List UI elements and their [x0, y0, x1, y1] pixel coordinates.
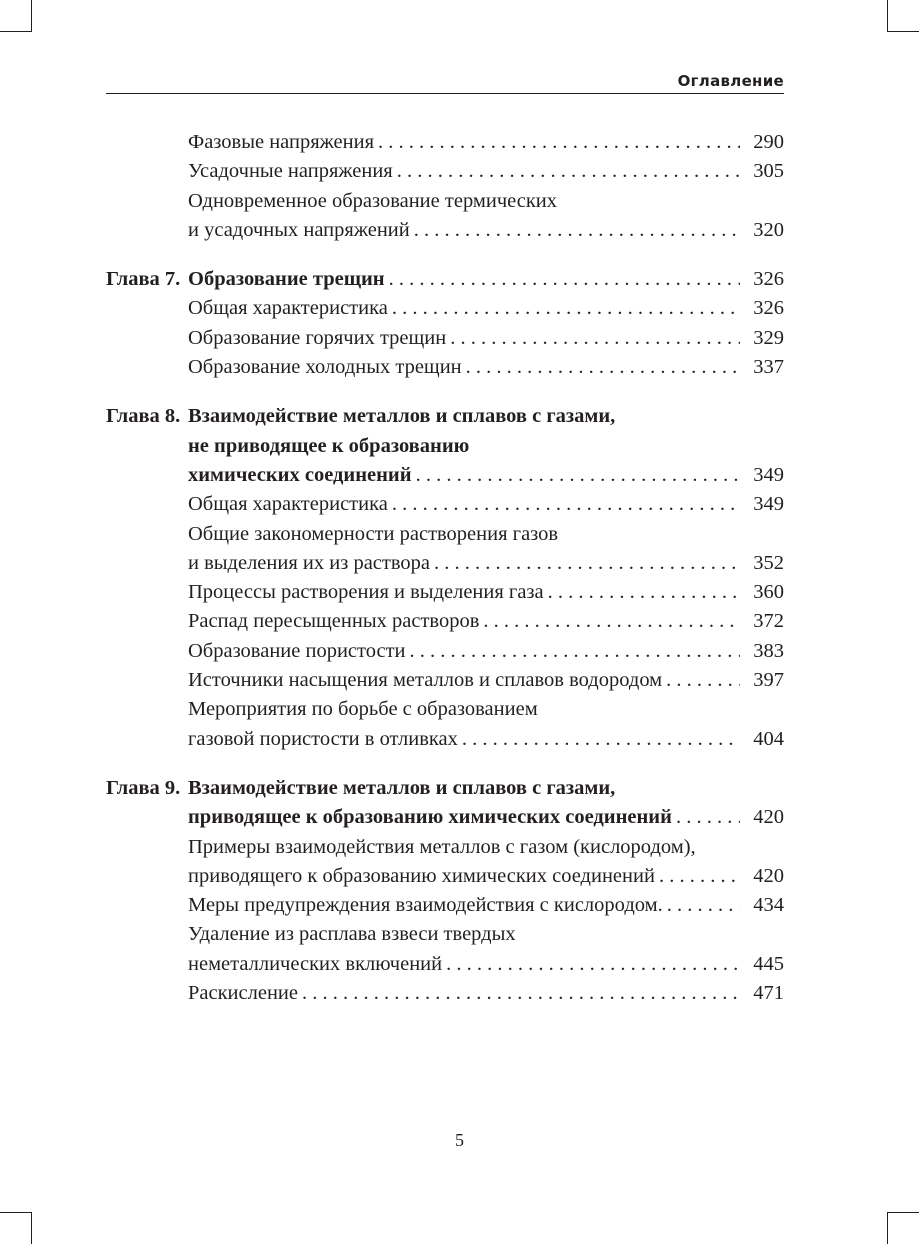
entry-title: Процессы растворения и выделения газа	[188, 581, 544, 604]
entry-page-number: 445	[753, 952, 784, 975]
toc-entry[interactable]	[106, 862, 784, 891]
toc-entry[interactable]	[106, 549, 784, 578]
table-of-contents	[106, 128, 784, 1008]
toc-entry[interactable]	[106, 666, 784, 695]
entry-page-number: 383	[753, 639, 784, 662]
entry-page-number: 404	[753, 727, 784, 750]
entry-page-number: 320	[753, 218, 784, 241]
toc-entry[interactable]	[106, 324, 784, 353]
toc-entry[interactable]	[106, 833, 784, 862]
entry-page-number: 290	[753, 131, 784, 153]
entry-title: Общая характеристика	[188, 493, 388, 516]
entry-title: химических соединений	[188, 463, 412, 486]
entry-title: неметаллических включений	[188, 952, 443, 975]
dot-leader	[666, 666, 740, 695]
toc-entry[interactable]	[106, 695, 784, 724]
entry-title: Общие закономерности растворения газов	[188, 522, 559, 545]
entry-page-number: 420	[753, 864, 784, 887]
entry-title: и выделения их из раствора	[188, 551, 430, 574]
dot-leader	[667, 891, 740, 920]
entry-title: Одновременное образование термических	[188, 189, 558, 212]
entry-page-number: 329	[753, 326, 784, 349]
entry-page-number: 349	[753, 493, 784, 516]
crop-mark-bottom-left	[0, 1212, 32, 1213]
dot-leader	[410, 637, 740, 666]
dot-leader	[416, 461, 740, 490]
dot-leader	[450, 324, 740, 353]
header-rule	[106, 93, 784, 94]
dot-leader	[548, 578, 740, 607]
entry-title: приводящего к образованию химических соединений	[188, 864, 655, 887]
toc-entry[interactable]	[106, 490, 784, 519]
toc-entry[interactable]	[106, 216, 784, 245]
toc-entry[interactable]	[106, 979, 784, 1008]
dot-leader	[414, 216, 740, 245]
entry-title: Общая характеристика	[188, 297, 388, 320]
entry-page-number: 326	[753, 297, 784, 320]
toc-chapter-entry[interactable]	[106, 265, 784, 294]
entry-page-number: 352	[753, 551, 784, 574]
dot-leader	[378, 128, 740, 157]
running-header-title: Оглавление	[677, 72, 784, 90]
entry-title: приводящее к образованию химических соединений	[188, 806, 672, 829]
crop-mark-bottom-right	[887, 1212, 919, 1213]
dot-leader	[302, 979, 740, 1008]
toc-entry[interactable]	[106, 187, 784, 216]
toc-entry[interactable]	[106, 891, 784, 920]
toc-entry[interactable]	[106, 461, 784, 490]
toc-entry[interactable]	[106, 520, 784, 549]
entry-page-number: 420	[753, 806, 784, 829]
toc-chapter-entry[interactable]	[106, 402, 784, 431]
entry-page-number: 349	[753, 463, 784, 486]
dot-leader	[446, 950, 740, 979]
toc-chapter-entry[interactable]	[106, 774, 784, 803]
entry-page-number: 434	[753, 894, 784, 917]
crop-mark-top-right	[887, 0, 888, 32]
dot-leader	[483, 607, 740, 636]
entry-title: Распад пересыщенных растворов	[188, 610, 480, 633]
entry-title: Образование холодных трещин	[188, 356, 462, 379]
toc-entry[interactable]	[106, 637, 784, 666]
entry-title: Мероприятия по борьбе с образованием	[188, 698, 538, 721]
entry-page-number: 326	[753, 268, 784, 291]
toc-entry[interactable]	[106, 432, 784, 461]
dot-leader	[434, 549, 740, 578]
toc-entry[interactable]	[106, 950, 784, 979]
entry-title: Фазовые напряжения	[188, 131, 375, 153]
dot-leader	[392, 490, 740, 519]
toc-entry[interactable]	[106, 725, 784, 754]
entry-title: газовой пористости в отливках	[188, 727, 458, 750]
toc-entry[interactable]	[106, 128, 784, 157]
crop-mark-top-right	[887, 31, 919, 32]
entry-title: Источники насыщения металлов и сплавов водородом	[188, 669, 663, 692]
entry-title: Образование трещин	[188, 268, 385, 291]
chapter-label: Глава 7.	[106, 268, 181, 291]
entry-page-number: 397	[753, 669, 784, 692]
dot-leader	[389, 265, 740, 294]
dot-leader	[466, 353, 740, 382]
dot-leader	[397, 157, 740, 186]
toc-entry[interactable]	[106, 920, 784, 949]
toc-entry[interactable]	[106, 294, 784, 323]
entry-title: Примеры взаимодействия металлов с газом (кислородом),	[188, 835, 696, 858]
entry-title: Усадочные напряжения	[188, 160, 393, 183]
dot-leader	[676, 803, 740, 832]
page-number: 5	[455, 1130, 464, 1150]
entry-title: и усадочных напряжений	[188, 218, 410, 241]
entry-page-number: 372	[753, 610, 784, 633]
entry-title: Раскисление	[188, 982, 298, 1005]
entry-title: Образование пористости	[188, 639, 406, 662]
entry-page-number: 360	[753, 581, 784, 604]
dot-leader	[462, 725, 740, 754]
entry-title: Образование горячих трещин	[188, 326, 447, 349]
entry-title: Взаимодействие металлов и сплавов с газами,	[188, 405, 616, 428]
entry-title: Удаление из расплава взвеси твердых	[188, 923, 516, 946]
chapter-label: Глава 9.	[106, 776, 181, 799]
dot-leader	[659, 862, 740, 891]
entry-title: не приводящее к образованию	[188, 434, 470, 457]
dot-leader	[392, 294, 740, 323]
crop-mark-top-left	[0, 31, 32, 32]
entry-title: Меры предупреждения взаимодействия с кислородом.	[188, 894, 663, 917]
crop-mark-top-left	[31, 0, 32, 32]
entry-page-number: 305	[753, 160, 784, 183]
entry-title: Взаимодействие металлов и сплавов с газами,	[188, 776, 616, 799]
toc-entry[interactable]	[106, 353, 784, 382]
toc-entry[interactable]	[106, 157, 784, 186]
toc-entry[interactable]	[106, 607, 784, 636]
entry-page-number: 471	[753, 982, 784, 1005]
entry-page-number: 337	[753, 356, 784, 379]
crop-mark-bottom-right	[887, 1212, 888, 1244]
toc-entry[interactable]	[106, 578, 784, 607]
chapter-label: Глава 8.	[106, 405, 181, 428]
toc-entry[interactable]	[106, 803, 784, 832]
crop-mark-bottom-left	[31, 1212, 32, 1244]
